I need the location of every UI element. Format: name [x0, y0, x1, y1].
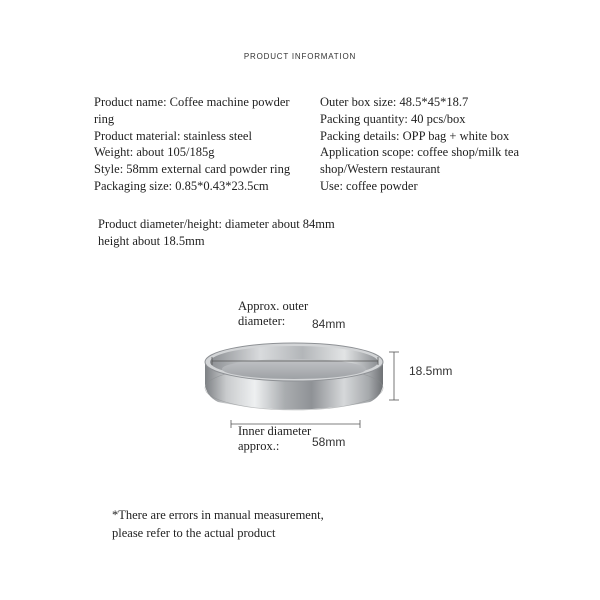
- inner-diameter-label: Inner diameter approx.:: [238, 424, 312, 453]
- page-header-title: PRODUCT INFORMATION: [243, 52, 357, 61]
- ring-inner-floor: [222, 359, 366, 379]
- spec-packing-details: Packing details: OPP bag + white box: [320, 128, 510, 143]
- height-value: 18.5mm: [409, 364, 453, 378]
- spec-style: Style: 58mm external card powder ring: [94, 162, 291, 177]
- outer-diameter-value: 84mm: [312, 317, 346, 331]
- measurement-note: [112, 506, 324, 542]
- spec-use: Use: coffee powder: [320, 178, 418, 193]
- dimensions-line-2: height about 18.5mm: [98, 233, 205, 248]
- spec-packaging-size: Packaging size: 0.85*0.43*23.5cm: [94, 178, 269, 193]
- spec-packing-quantity: Packing quantity: 40 pcs/box: [320, 111, 466, 126]
- spec-product-name: Product name: Coffee machine powder ring: [94, 95, 290, 126]
- spec-weight: Weight: about 105/185g: [94, 145, 215, 160]
- dimensions-line-1: Product diameter/height: diameter about 84mm: [98, 217, 335, 231]
- note-line-1: *There are errors in manual measurement,: [112, 508, 324, 522]
- inner-diameter-value: 58mm: [312, 435, 346, 449]
- outer-diameter-label: Approx. outer diameter:: [238, 299, 309, 328]
- spec-outer-box-size: Outer box size: 48.5*45*18.7: [320, 95, 469, 109]
- note-line-2: please refer to the actual product: [112, 526, 276, 540]
- spec-application-scope: Application scope: coffee shop/milk tea shop/Western restaurant: [320, 145, 520, 177]
- spec-product-material: Product material: stainless steel: [94, 128, 252, 143]
